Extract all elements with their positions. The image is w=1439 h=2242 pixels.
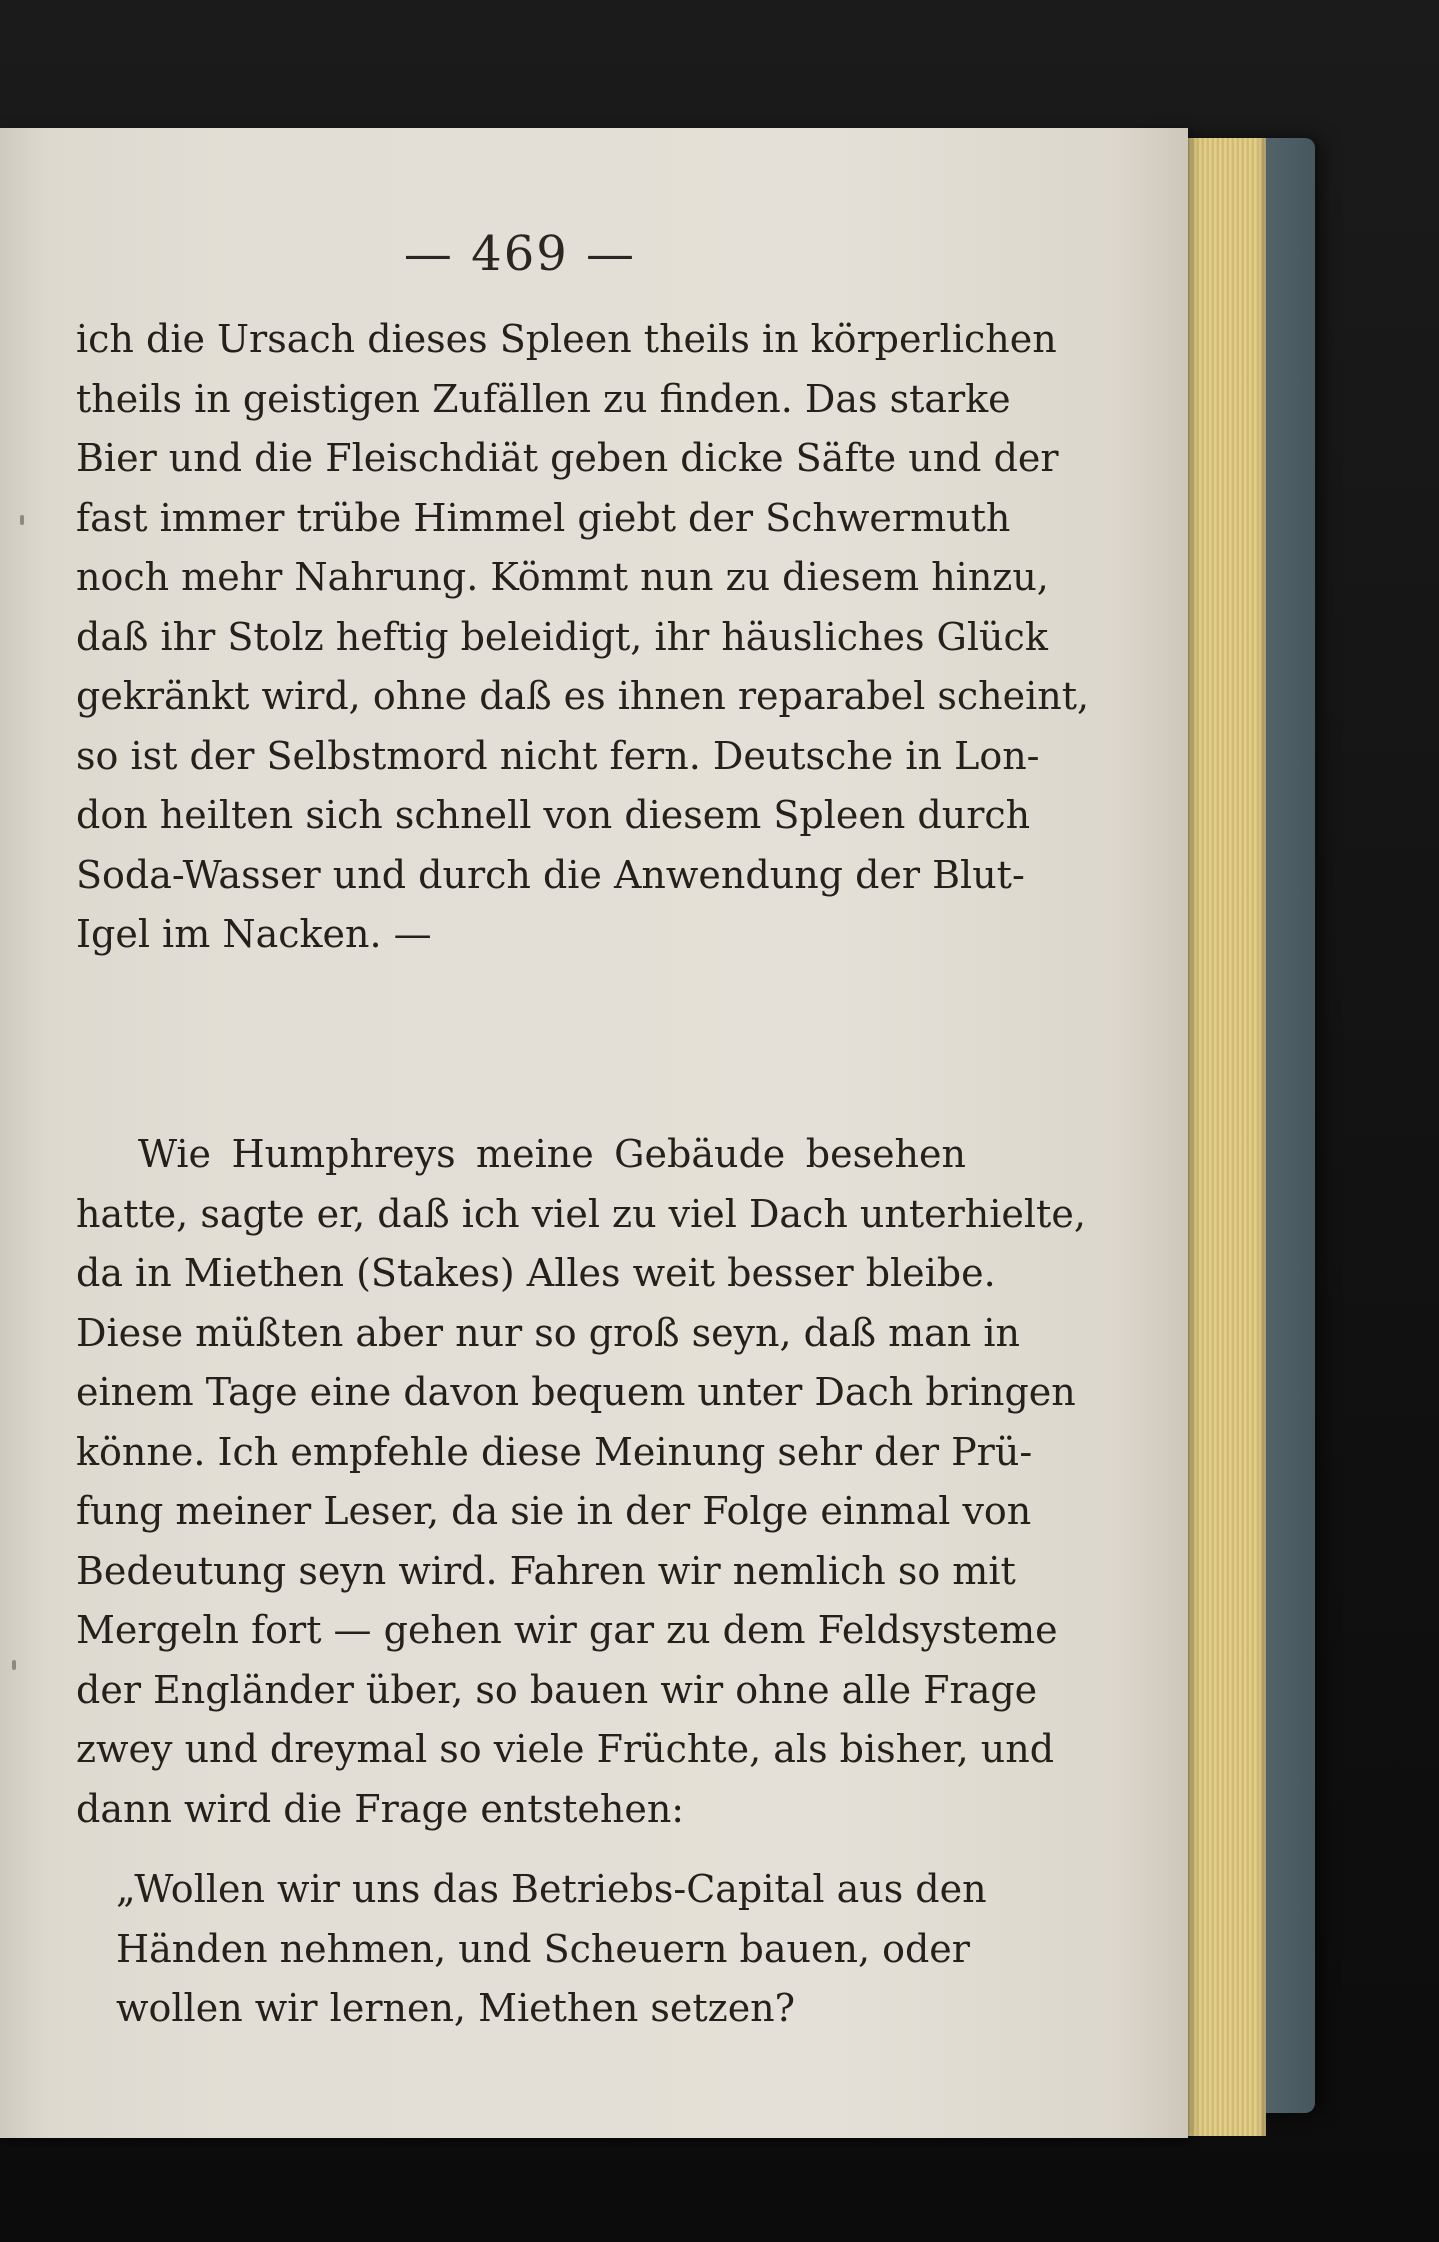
margin-mark xyxy=(12,1660,16,1670)
text-line: der Engländer über, so bauen wir ohne alle Frage xyxy=(76,1667,1038,1712)
text-line: Igel im Nacken. — xyxy=(76,912,432,956)
text-line: Soda-Wasser und durch die Anwendung der Blut- xyxy=(76,852,1025,897)
paragraph xyxy=(76,310,1090,965)
text-line: Wie Humphreys meine Gebäude besehen xyxy=(138,1132,966,1176)
text-line: Bedeutung seyn wird. Fahren wir nemlich so mit xyxy=(76,1548,1016,1593)
text-line: ich die Ursach dieses Spleen theils in körperlichen xyxy=(76,317,1057,361)
text-line: Händen nehmen, und Scheuern bauen, oder xyxy=(116,1926,970,1971)
text-line: wollen wir lernen, Miethen setzen? xyxy=(116,1986,796,2030)
margin-mark xyxy=(20,515,24,525)
paragraph xyxy=(76,1125,1086,1839)
text-line: hatte, sagte er, daß ich viel zu viel Dach unterhielte, xyxy=(76,1191,1086,1236)
page-number: — 469 — xyxy=(403,226,637,282)
text-line: noch mehr Nahrung. Kömmt nun zu diesem hinzu, xyxy=(76,555,1049,599)
text-line: don heilten sich schnell von diesem Spleen durch xyxy=(76,793,1031,837)
text-line: Bier und die Fleischdiät geben dicke Säfte und der xyxy=(76,436,1059,480)
text-line: daß ihr Stolz heftig beleidigt, ihr häusliches Glück xyxy=(76,614,1048,659)
text-line: Diese müßten aber nur so groß seyn, daß man in xyxy=(76,1310,1020,1355)
text-line: so ist der Selbstmord nicht fern. Deutsche in Lon- xyxy=(76,733,1040,778)
text-line: zwey und dreymal so viele Früchte, als bisher, und xyxy=(76,1727,1055,1771)
text-line: fung meiner Leser, da sie in der Folge einmal von xyxy=(76,1489,1032,1533)
text-line: Mergeln fort — gehen wir gar zu dem Feldsysteme xyxy=(76,1608,1058,1652)
text-line: könne. Ich empfehle diese Meinung sehr der Prü- xyxy=(76,1429,1033,1474)
text-line: gekränkt wird, ohne daß es ihnen reparabel scheint, xyxy=(76,674,1090,718)
text-line: fast immer trübe Himmel giebt der Schwermuth xyxy=(76,495,1011,540)
book-page xyxy=(0,128,1188,2138)
text-line: theils in geistigen Zufällen zu finden. Das starke xyxy=(76,376,1011,421)
text-line: da in Miethen (Stakes) Alles weit besser bleibe. xyxy=(76,1251,996,1295)
paragraph xyxy=(76,1860,987,2039)
text-line: einem Tage eine davon bequem unter Dach bringen xyxy=(76,1370,1076,1414)
text-line: dann wird die Frage entstehen: xyxy=(76,1786,685,1831)
text-line: „Wollen wir uns das Betriebs-Capital aus den xyxy=(116,1867,987,1911)
